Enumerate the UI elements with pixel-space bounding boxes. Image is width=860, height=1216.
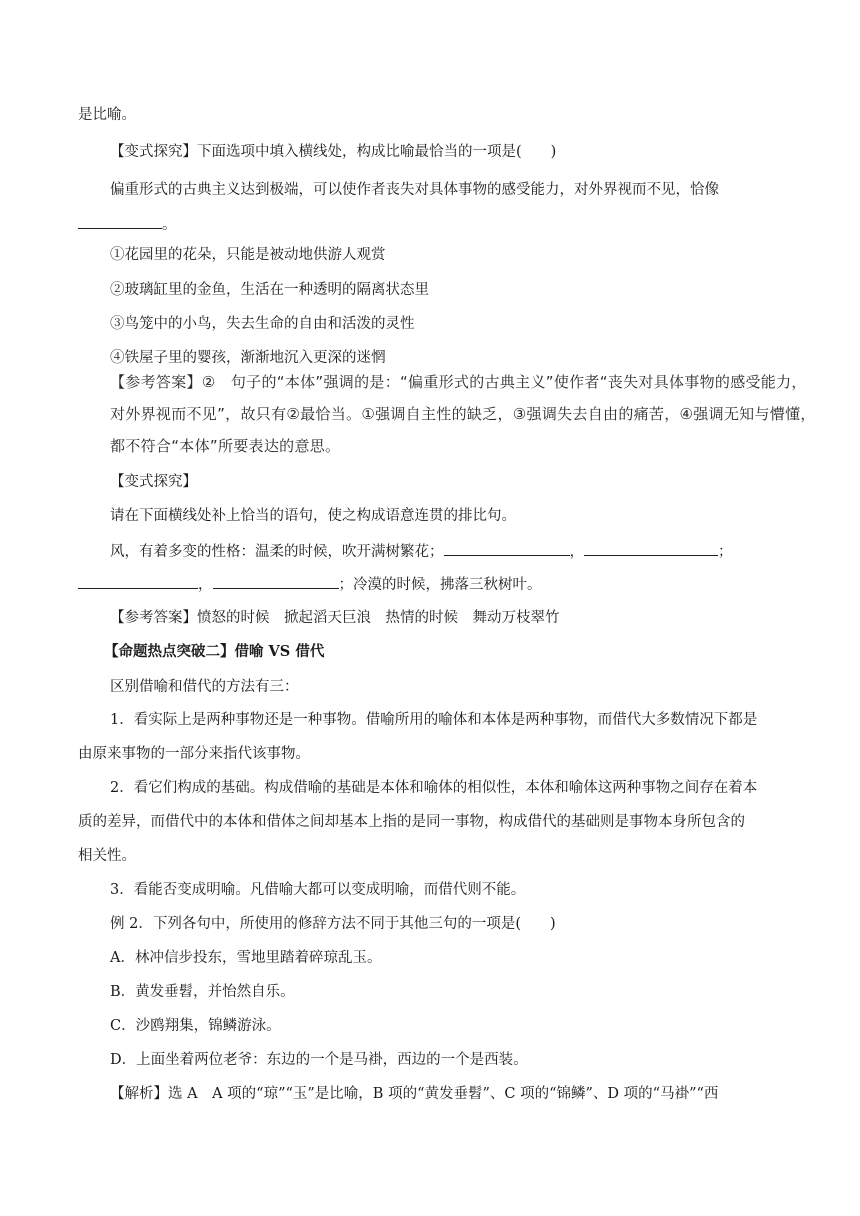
option-b: B．黄发垂髫，并怡然自乐。 — [110, 984, 295, 1000]
fill-blank — [584, 541, 718, 556]
analysis: 【解析】选 A A 项的“琼”“玉”是比喻，B 项的“黄发垂髫”、C 项的“锦鳞”、D 项的“马褂”“西 — [110, 1086, 719, 1102]
question-stem: 偏重形式的古典主义达到极端，可以使作者丧失对具体事物的感受能力，对外界视而不见，恰像 — [110, 182, 719, 198]
section-heading: 【命题热点突破二】借喻 VS 借代 — [104, 643, 325, 660]
text-line: 相关性。 — [78, 848, 136, 864]
comma: ， — [198, 577, 213, 593]
example-question: 例 2．下列各句中，所使用的修辞方法不同于其他三句的一项是( ) — [110, 916, 556, 932]
text-line: 3．看能否变成明喻。凡借喻大都可以变成明喻，而借代则不能。 — [110, 882, 526, 898]
reference-answer: 【参考答案】愤怒的时候 掀起滔天巨浪 热情的时候 舞动万枝翠竹 — [110, 610, 560, 626]
text-line: 2．看它们构成的基础。构成借喻的基础是本体和喻体的相似性，本体和喻体这两种事物之间存在着本 — [110, 780, 758, 796]
answer-line: 都不符合“本体”所要表达的意思。 — [110, 437, 341, 455]
option-3: ③鸟笼中的小鸟，失去生命的自由和活泼的灵性 — [110, 316, 415, 332]
text-line: 区别借喻和借代的方法有三： — [110, 679, 299, 695]
option-a: A．林冲信步投东，雪地里踏着碎琼乱玉。 — [110, 950, 382, 966]
period: 。 — [162, 217, 177, 233]
comma: ， — [569, 544, 584, 560]
option-4: ④铁屋子里的婴孩，渐渐地沉入更深的迷惘 — [110, 350, 386, 366]
fill-blank — [78, 574, 198, 589]
text-line: 由原来事物的一部分来指代该事物。 — [78, 746, 310, 762]
option-2: ②玻璃缸里的金鱼，生活在一种透明的隔离状态里 — [110, 282, 429, 298]
reference-answer-image — [110, 366, 816, 462]
fill-blank — [78, 214, 162, 229]
sentence-part: ；冷漠的时候，拂落三秋树叶。 — [338, 577, 542, 593]
semicolon: ； — [718, 544, 733, 560]
option-c: C．沙鸥翔集，锦鳞游泳。 — [110, 1018, 281, 1034]
variant-question-title: 【变式探究】下面选项中填入横线处，构成比喻最恰当的一项是( ) — [110, 144, 557, 160]
fill-blank — [213, 574, 339, 589]
parallel-sentence-line-1 — [110, 541, 733, 562]
fill-blank — [444, 541, 570, 556]
sentence-part: 风，有着多变的性格：温柔的时候，吹开满树繁花； — [110, 544, 444, 560]
option-d: D．上面坐着两位老爷：东边的一个是马褂，西边的一个是西装。 — [110, 1052, 528, 1068]
text-line: 质的差异，而借代中的本体和借体之间却基本上指的是同一事物，构成借代的基础则是事物本身所包含的 — [78, 814, 745, 830]
text-line: 是比喻。 — [78, 107, 136, 123]
answer-line: 【参考答案】② 句子的“本体”强调的是：“偏重形式的古典主义”使作者“丧失对具体事物的感受能力， — [110, 373, 807, 391]
option-1: ①花园里的花朵，只能是被动地供游人观赏 — [110, 247, 386, 263]
variant-question-title: 【变式探究】 — [110, 474, 197, 490]
parallel-sentence-line-2 — [78, 574, 542, 595]
question-stem-blank — [78, 214, 177, 235]
instruction: 请在下面横线处补上恰当的语句，使之构成语意连贯的排比句。 — [110, 508, 516, 524]
text-line: 1．看实际上是两种事物还是一种事物。借喻所用的喻体和本体是两种事物，而借代大多数情况下都是 — [110, 712, 758, 728]
answer-line: 对外界视而不见”，故只有②最恰当。①强调自主性的缺乏，③强调失去自由的痛苦，④强调无知与懵懂， — [110, 405, 816, 423]
